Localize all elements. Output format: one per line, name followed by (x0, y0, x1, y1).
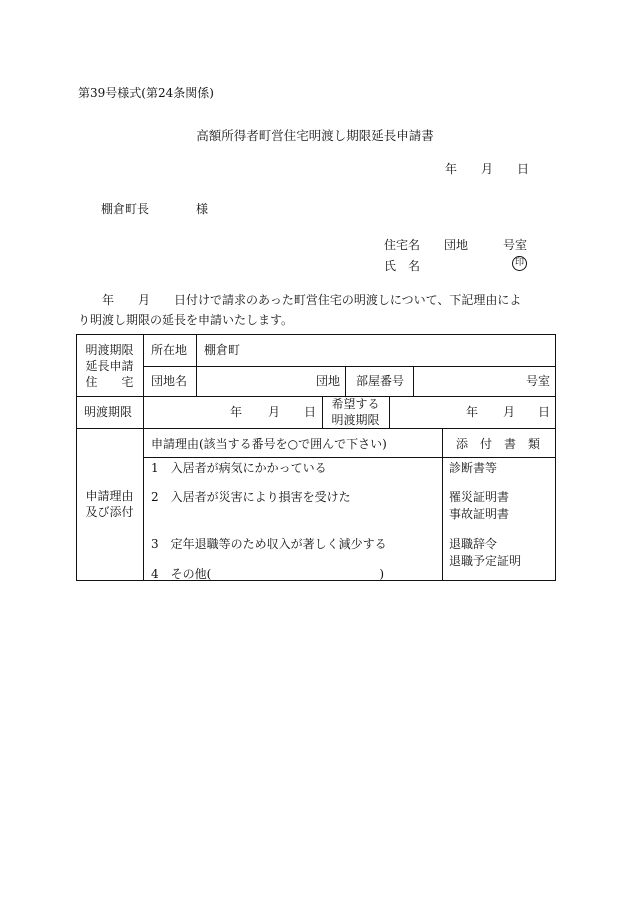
residence-label (76, 342, 143, 390)
addressee-name: 棚倉町長 (101, 202, 150, 216)
residence-label-line-3: 住 宅 (85, 375, 134, 389)
attachment-item-4: 退職辞令 (449, 537, 498, 551)
danchi-suffix: 団地 (316, 374, 341, 388)
desired-label-line-1: 希望する (331, 397, 380, 411)
room-number-label: 部屋番号 (356, 374, 405, 388)
residence-label-line-1: 明渡期限 (85, 343, 134, 357)
desired-month: 月 (503, 405, 516, 419)
reason-item-4[interactable]: 4 その他( ) (151, 567, 384, 581)
deadline-month: 月 (268, 405, 281, 419)
danchi-name-label: 団地名 (151, 374, 188, 388)
addressee-honorific: 様 (196, 202, 209, 216)
reason-item-3[interactable]: 3 定年退職等のため収入が著しく減少する (151, 537, 387, 551)
desired-year: 年 (466, 405, 479, 419)
reason-item-1[interactable]: 1 入居者が病気にかかっている (151, 461, 327, 475)
attachment-header: 添 付 書 類 (456, 437, 541, 451)
attachment-item-5: 退職予定証明 (449, 554, 522, 568)
applicant-address-label: 住宅名 (384, 238, 421, 252)
applicant-room: 号室 (503, 238, 528, 252)
reason-item-2[interactable]: 2 入居者が災害により損害を受けた (151, 490, 351, 504)
reason-header: 申請理由(該当する番号を○で囲んで下さい) (151, 437, 387, 451)
room-suffix: 号室 (526, 374, 551, 388)
seal-mark: 印 (512, 256, 527, 271)
document-title: 高額所得者町営住宅明渡し期限延長申請書 (196, 128, 434, 143)
desired-deadline-label (322, 396, 389, 428)
applicant-name-label: 氏 名 (384, 259, 421, 273)
applicant-danchi: 団地 (444, 238, 469, 252)
deadline-year: 年 (230, 405, 243, 419)
attachment-item-1: 診断書等 (449, 461, 498, 475)
location-value[interactable]: 棚倉町 (204, 343, 241, 357)
date-day: 日 (517, 162, 530, 176)
reason-label-line-1: 申請理由 (85, 489, 134, 503)
deadline-day: 日 (304, 405, 317, 419)
desired-label-line-2: 明渡期限 (331, 413, 380, 427)
reason-label-line-2: 及び添付 (85, 505, 134, 519)
form-number: 第39号様式(第24条関係) (78, 86, 214, 100)
reason-label (76, 488, 143, 520)
attachment-item-2: 罹災証明書 (449, 490, 510, 504)
application-table (76, 334, 556, 581)
residence-label-line-2: 延長申請 (85, 359, 134, 373)
date-year: 年 (445, 162, 458, 176)
body-line-2: り明渡し期限の延長を申請いたします。 (78, 313, 294, 327)
body-line-1: 年 月 日付けで請求のあった町営住宅の明渡しについて、下記理由によ (78, 293, 522, 307)
location-label: 所在地 (151, 343, 188, 357)
attachment-item-3: 事故証明書 (449, 507, 510, 521)
deadline-label: 明渡期限 (84, 405, 133, 419)
desired-day: 日 (538, 405, 551, 419)
date-month: 月 (481, 162, 494, 176)
